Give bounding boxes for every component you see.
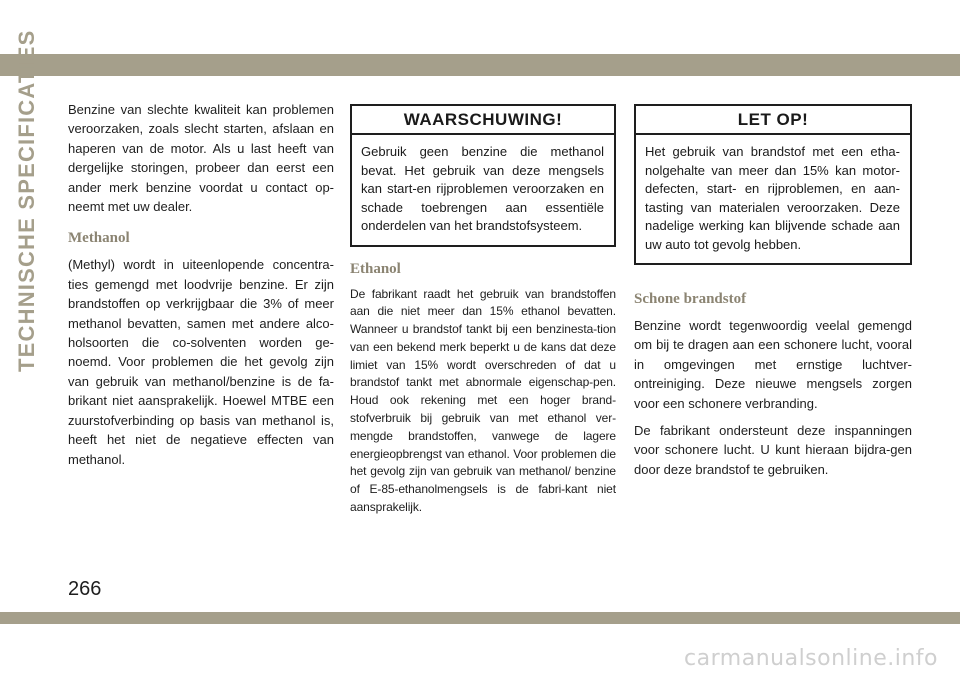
page-number: 266 xyxy=(68,578,102,600)
ethanol-heading: Ethanol xyxy=(350,260,401,277)
warning-box xyxy=(350,104,616,247)
caution-text: Het gebruik van brandstof met een etha-nolgehalte van meer dan 15% kan motor-defecten, start- en rijproblemen, en aan-tasting van materialen veroorzaken. Deze nadelige werking kan blijvende schade aan uw auto tot gevolg hebben. xyxy=(645,144,900,252)
section-side-title: TECHNISCHE SPECIFICATIES xyxy=(14,29,39,372)
intro-paragraph: Benzine van slechte kwaliteit kan problemen veroorzaken, zoals slecht starten, afslaan en haperen van de motor. Als u last heeft van dergelijke storingen, probeer dan eerst een ander merk benzine voordat u contact op-neemt met uw dealer. xyxy=(68,102,334,215)
caution-box xyxy=(634,104,912,265)
column-1 xyxy=(68,100,334,469)
clean-fuel-heading: Schone brandstof xyxy=(634,291,747,307)
methanol-paragraph: (Methyl) wordt in uiteenlopende concentra-ties gemengd met loodvrije benzine. Er zijn brandstoffen op verkrijgbaar die 3% of meer methanol bevatten, samen met andere alco-holsoorten die co-solventen worden ge-noemd. Voor problemen die het gevolg zijn van gebruik van methanol/benzine is de fa-brikant niet aansprakelijk. Hoewel MTBE een zuurstofverbinding op basis van methanol is, heeft het niet de negatieve effecten van methanol. xyxy=(68,257,334,467)
caution-title: LET OP! xyxy=(636,106,910,135)
clean-fuel-paragraph-2: De fabrikant ondersteunt deze inspanningen voor schonere lucht. U kunt hieraan bijdra-gen door deze brandstof te gebruiken. xyxy=(634,423,912,477)
methanol-heading: Methanol xyxy=(68,230,130,247)
warning-text: Gebruik geen benzine die methanol bevat. Het gebruik van deze mengsels kan start-en rijproblemen veroorzaken en schade toebrengen aan essentiële onderdelen van het brandstofsysteem. xyxy=(361,144,604,233)
column-2 xyxy=(350,104,616,517)
watermark-text: carmanualsonline.info xyxy=(684,646,938,671)
warning-title: WAARSCHUWING! xyxy=(352,106,614,135)
header-band xyxy=(0,54,960,76)
ethanol-paragraph: De fabrikant raadt het gebruik van brandstoffen aan die niet meer dan 15% ethanol bevatten. Wanneer u brandstof tankt bij een benzinesta-tion van een bekend merk beperkt u de kans dat deze limiet van 15% wordt overschreden of dat u brandstof tankt met abnormale eigenschap-pen. Houd ook rekening met een hoger brand-stofverbruik bij gebruik van met ethanol ver-mengde brandstoffen, vanwege de lagere energieopbrengst van ethanol. Voor problemen die het gevolg zijn van gebruik van methanol/ benzine of E-85-ethanolmengsels is de fabri-kant niet aansprakelijk. xyxy=(350,286,616,515)
clean-fuel-paragraph-1: Benzine wordt tegenwoordig veelal gemengd om bij te dragen aan een schonere lucht, vooral in omgevingen met ernstige luchtver-ontreiniging. Deze nieuwe mengsels zorgen voor een schonere verbranding. xyxy=(634,318,912,411)
column-3 xyxy=(634,104,912,479)
footer-band xyxy=(0,612,960,624)
